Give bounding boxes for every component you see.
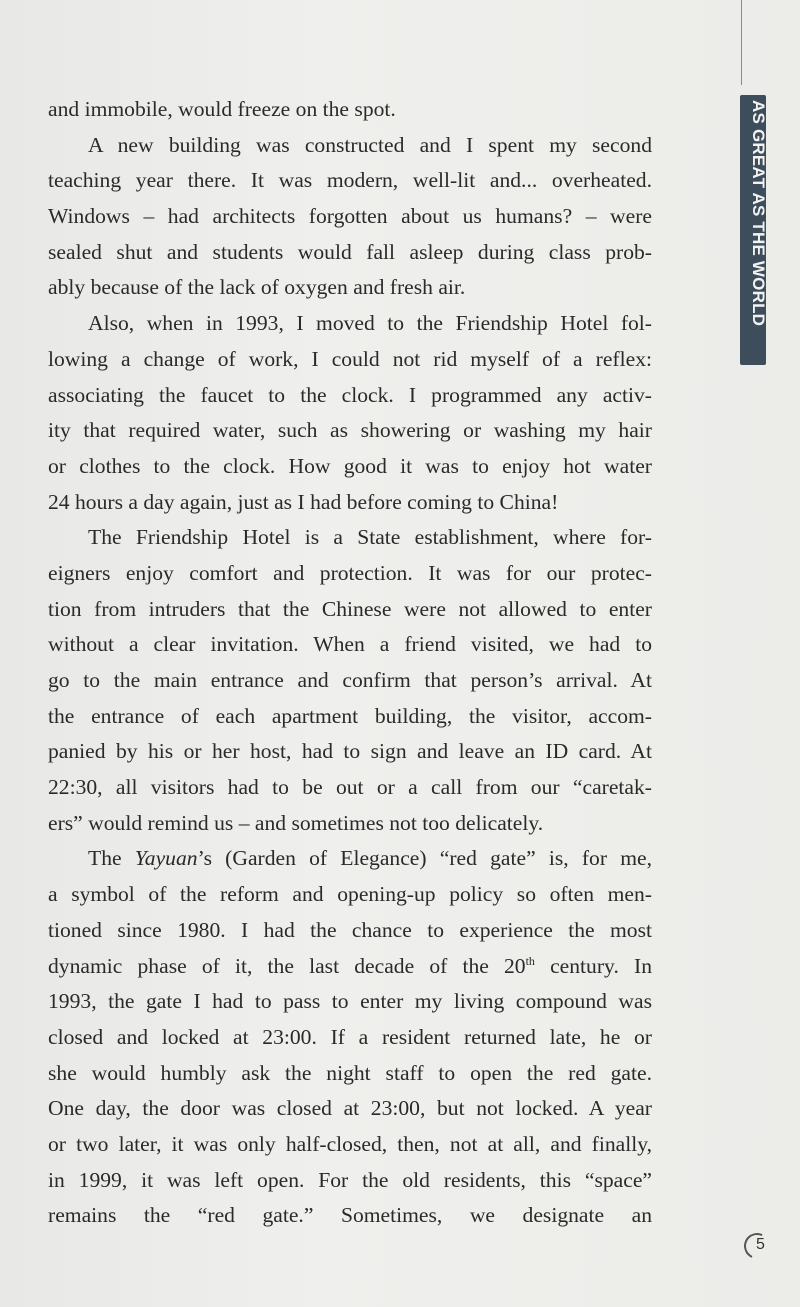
paragraph-line: lowing a change of work, I could not rid myself of a reflex:: [48, 346, 652, 371]
paragraph-line: without a clear invitation. When a friend visited, we had to: [48, 632, 652, 657]
text-run: The: [88, 846, 135, 871]
paragraph-line: associating the faucet to the clock. I programmed any activ-: [48, 382, 652, 407]
chapter-side-tab-label: AS GREAT AS THE WORLD: [749, 100, 768, 327]
paragraph-line: [48, 841, 652, 877]
paragraph-line: The Friendship Hotel is a State establishment, where for-: [88, 525, 652, 550]
body-text: [48, 92, 652, 1234]
paragraph-line: go to the main entrance and confirm that person’s arrival. At: [48, 668, 652, 692]
paragraph-line: Also, when in 1993, I moved to the Friendship Hotel fol-: [88, 311, 652, 336]
italic-term: Yayuan: [134, 846, 198, 871]
paragraph-line: 1993, the gate I had to pass to enter my living compound was: [48, 989, 652, 1014]
paragraph-line: and immobile, would freeze on the spot.: [48, 97, 396, 121]
paragraph-line: in 1999, it was left open. For the old residents, this “space”: [48, 1167, 652, 1192]
paragraph-line: the entrance of each apartment building, the visitor, accom-: [48, 703, 652, 728]
paragraph-line: 22:30, all visitors had to be out or a call from our “caretak-: [48, 775, 652, 800]
paragraph-line: eigners enjoy comfort and protection. It was for our protec-: [48, 560, 652, 585]
ordinal-superscript: th: [525, 953, 535, 968]
paragraph-line: or clothes to the clock. How good it was to enjoy hot water: [48, 453, 652, 478]
paragraph-line: teaching year there. It was modern, well-lit and... overheated.: [48, 168, 652, 193]
paragraph-line: tion from intruders that the Chinese were not allowed to enter: [48, 596, 652, 621]
margin-rule: [741, 0, 742, 85]
paragraph-line: One day, the door was closed at 23:00, but not locked. A year: [48, 1096, 652, 1121]
text-run: dynamic phase of it, the last decade of the 20: [48, 953, 526, 978]
paragraph-line: tioned since 1980. I had the chance to experience the most: [48, 917, 652, 942]
paragraph-line: a symbol of the reform and opening-up policy so often men-: [48, 882, 652, 907]
paragraph-line: panied by his or her host, had to sign and leave an ID card. At: [48, 739, 652, 764]
page-number: 5: [756, 1236, 765, 1253]
paragraph-line: she would humbly ask the night staff to open the red gate.: [48, 1060, 652, 1085]
paragraph-line: remains the “red gate.” Sometimes, we designate an: [48, 1203, 652, 1228]
paragraph-line: 24 hours a day again, just as I had before coming to China!: [48, 489, 559, 514]
paragraph-line: sealed shut and students would fall asleep during class prob-: [48, 239, 652, 264]
paragraph-line: ity that required water, such as showering or washing my hair: [48, 418, 652, 443]
paragraph-line: A new building was constructed and I spent my second: [88, 132, 652, 157]
paragraph-line: ers” would remind us – and sometimes not too delicately.: [48, 810, 544, 835]
page-number-badge: [744, 1233, 774, 1259]
paragraph-line: [48, 949, 652, 985]
paragraph-line: Windows – had architects forgotten about us humans? – were: [48, 204, 652, 229]
paragraph-line: or two later, it was only half-closed, then, not at all, and finally,: [48, 1131, 652, 1156]
paragraph-line: ably because of the lack of oxygen and fresh air.: [48, 275, 466, 300]
text-run: ’s (Garden of Elegance) “red gate” is, for me,: [197, 846, 652, 871]
paragraph-line: closed and locked at 23:00. If a resident returned late, he or: [48, 1024, 652, 1049]
text-run: century. In: [534, 953, 652, 978]
